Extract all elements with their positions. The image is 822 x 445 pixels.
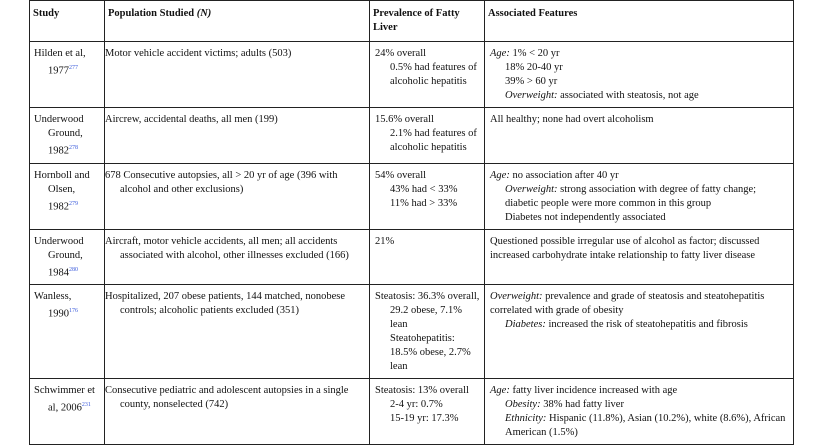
feature-text: increased the risk of steatohepatitis and fibrosis: [545, 319, 748, 330]
feature-label: Age:: [490, 169, 510, 181]
feature-line: [490, 211, 789, 225]
prevalence-line: Steatosis: 13% overall: [375, 385, 469, 396]
prevalence-line: 21%: [375, 235, 395, 247]
study-name: Hornboll and Olsen, 1982: [34, 169, 90, 212]
study-name: Underwood Ground, 1984: [34, 235, 84, 278]
feature-line: [490, 75, 789, 89]
reference-link[interactable]: 279: [69, 200, 78, 207]
study-name: Wanless, 1990: [34, 291, 72, 320]
population-cell: Consecutive pediatric and adolescent autopsies in a single county, nonselected (742): [105, 379, 370, 445]
table-row: [30, 285, 794, 379]
prevalence-line: 29.2 obese, 7.1% lean: [390, 305, 463, 330]
feature-line: [490, 183, 789, 211]
prevalence-cell: [370, 285, 485, 379]
prevalence-cell: [370, 229, 485, 285]
feature-text: All healthy; none had overt alcoholism: [490, 114, 654, 125]
feature-text: Diabetes not independently associated: [505, 211, 666, 223]
population-cell: Hospitalized, 207 obese patients, 144 matched, nonobese controls; alcoholic patients excluded (351): [105, 285, 370, 379]
table-row: [30, 163, 794, 229]
feature-label: Obesity:: [505, 399, 541, 410]
feature-text: fatty liver incidence increased with age: [509, 385, 678, 396]
feature-line: [490, 89, 789, 103]
study-name: Hilden et al, 1977: [34, 48, 86, 77]
feature-text: 1% < 20 yr: [509, 48, 560, 59]
feature-label: Diabetes:: [505, 319, 546, 330]
feature-label: Age:: [490, 385, 510, 396]
feature-line: [490, 318, 789, 332]
features-cell: [485, 108, 794, 164]
feature-line: [490, 412, 789, 440]
header-population: [105, 1, 370, 42]
study-cell: [30, 108, 105, 164]
feature-line: [490, 290, 789, 318]
header-prevalence: Prevalence of Fatty Liver: [370, 1, 485, 42]
feature-label: Ethnicity:: [505, 413, 547, 424]
table-row: [30, 108, 794, 164]
prevalence-line: Steatohepatitis: 18.5% obese, 2.7% lean: [390, 333, 471, 372]
prevalence-cell: [370, 379, 485, 445]
prevalence-line: 15-19 yr: 17.3%: [390, 413, 459, 424]
prevalence-line: 0.5% had features of: [390, 62, 477, 73]
feature-text: strong association with degree of fatty change; diabetic people were more common in this group: [505, 183, 757, 209]
population-cell: Aircraft, motor vehicle accidents, all men; all accidents associated with alcohol, other illnesses excluded (166): [105, 229, 370, 285]
prevalence-cell: [370, 108, 485, 164]
reference-link[interactable]: 278: [69, 145, 78, 151]
prevalence-line: 15.6% overall: [375, 114, 434, 125]
prevalence-line: 2.1% had features of: [390, 128, 477, 139]
table-row: [30, 379, 794, 445]
feature-text: no association after 40 yr: [509, 169, 619, 181]
feature-text: prevalence and grade of steatosis and steatohepatitis correlated with grade of obesity: [490, 291, 765, 316]
study-cell: [30, 163, 105, 229]
feature-line: [490, 384, 789, 398]
feature-label: Overweight:: [505, 183, 558, 195]
prevalence-line: alcoholic hepatitis: [390, 142, 467, 153]
study-cell: [30, 285, 105, 379]
study-cell: [30, 379, 105, 445]
table-row: [30, 42, 794, 108]
feature-line: [490, 235, 789, 263]
prevalence-line: 2-4 yr: 0.7%: [390, 399, 443, 410]
feature-text: 39% > 60 yr: [505, 76, 558, 87]
feature-label: Overweight:: [505, 90, 558, 101]
feature-text: Questioned possible irregular use of alcohol as factor; discussed increased carbohydrate intake relationship to fatty liver disease: [490, 235, 760, 261]
study-cell: [30, 229, 105, 285]
reference-link[interactable]: 176: [69, 308, 78, 314]
feature-label: Age:: [490, 48, 510, 59]
population-cell: Motor vehicle accident victims; adults (503): [105, 42, 370, 108]
header-population-n: (N): [196, 8, 212, 19]
study-cell: [30, 42, 105, 108]
prevalence-line: alcoholic hepatitis: [390, 76, 467, 87]
prevalence-cell: [370, 42, 485, 108]
reference-link[interactable]: 280: [69, 266, 78, 273]
features-cell: [485, 163, 794, 229]
features-cell: [485, 285, 794, 379]
prevalence-cell: [370, 163, 485, 229]
features-cell: [485, 379, 794, 445]
prevalence-line: 11% had > 33%: [390, 197, 458, 209]
prevalence-line: Steatosis: 36.3% overall,: [375, 291, 480, 302]
population-cell: Aircrew, accidental deaths, all men (199): [105, 108, 370, 164]
population-cell: 678 Consecutive autopsies, all > 20 yr of age (396 with alcohol and other exclusions): [105, 163, 370, 229]
prevalence-line: 24% overall: [375, 48, 427, 59]
feature-text: Hispanic (11.8%), Asian (10.2%), white (8.6%), African American (1.5%): [505, 413, 786, 438]
header-row: [30, 1, 794, 42]
features-cell: [485, 229, 794, 285]
header-features: Associated Features: [485, 1, 794, 42]
feature-text: 38% had fatty liver: [540, 399, 624, 410]
feature-line: [490, 47, 789, 61]
feature-text: 18% 20-40 yr: [505, 62, 563, 73]
table-row: [30, 229, 794, 285]
header-population-label: Population Studied: [108, 8, 195, 19]
feature-text: associated with steatosis, not age: [557, 90, 699, 101]
feature-line: [490, 61, 789, 75]
fatty-liver-prevalence-table: [29, 0, 794, 445]
reference-link[interactable]: 277: [69, 65, 78, 71]
feature-label: Overweight:: [490, 291, 543, 302]
feature-line: [490, 113, 789, 127]
header-study: Study: [30, 1, 105, 42]
study-name: Schwimmer et al, 2006: [34, 385, 95, 414]
prevalence-line: 43% had < 33%: [390, 183, 458, 195]
features-cell: [485, 42, 794, 108]
feature-line: [490, 169, 789, 183]
reference-link[interactable]: 231: [81, 402, 91, 408]
feature-line: [490, 398, 789, 412]
prevalence-line: 54% overall: [375, 169, 427, 181]
study-name: Underwood Ground, 1982: [34, 114, 84, 157]
